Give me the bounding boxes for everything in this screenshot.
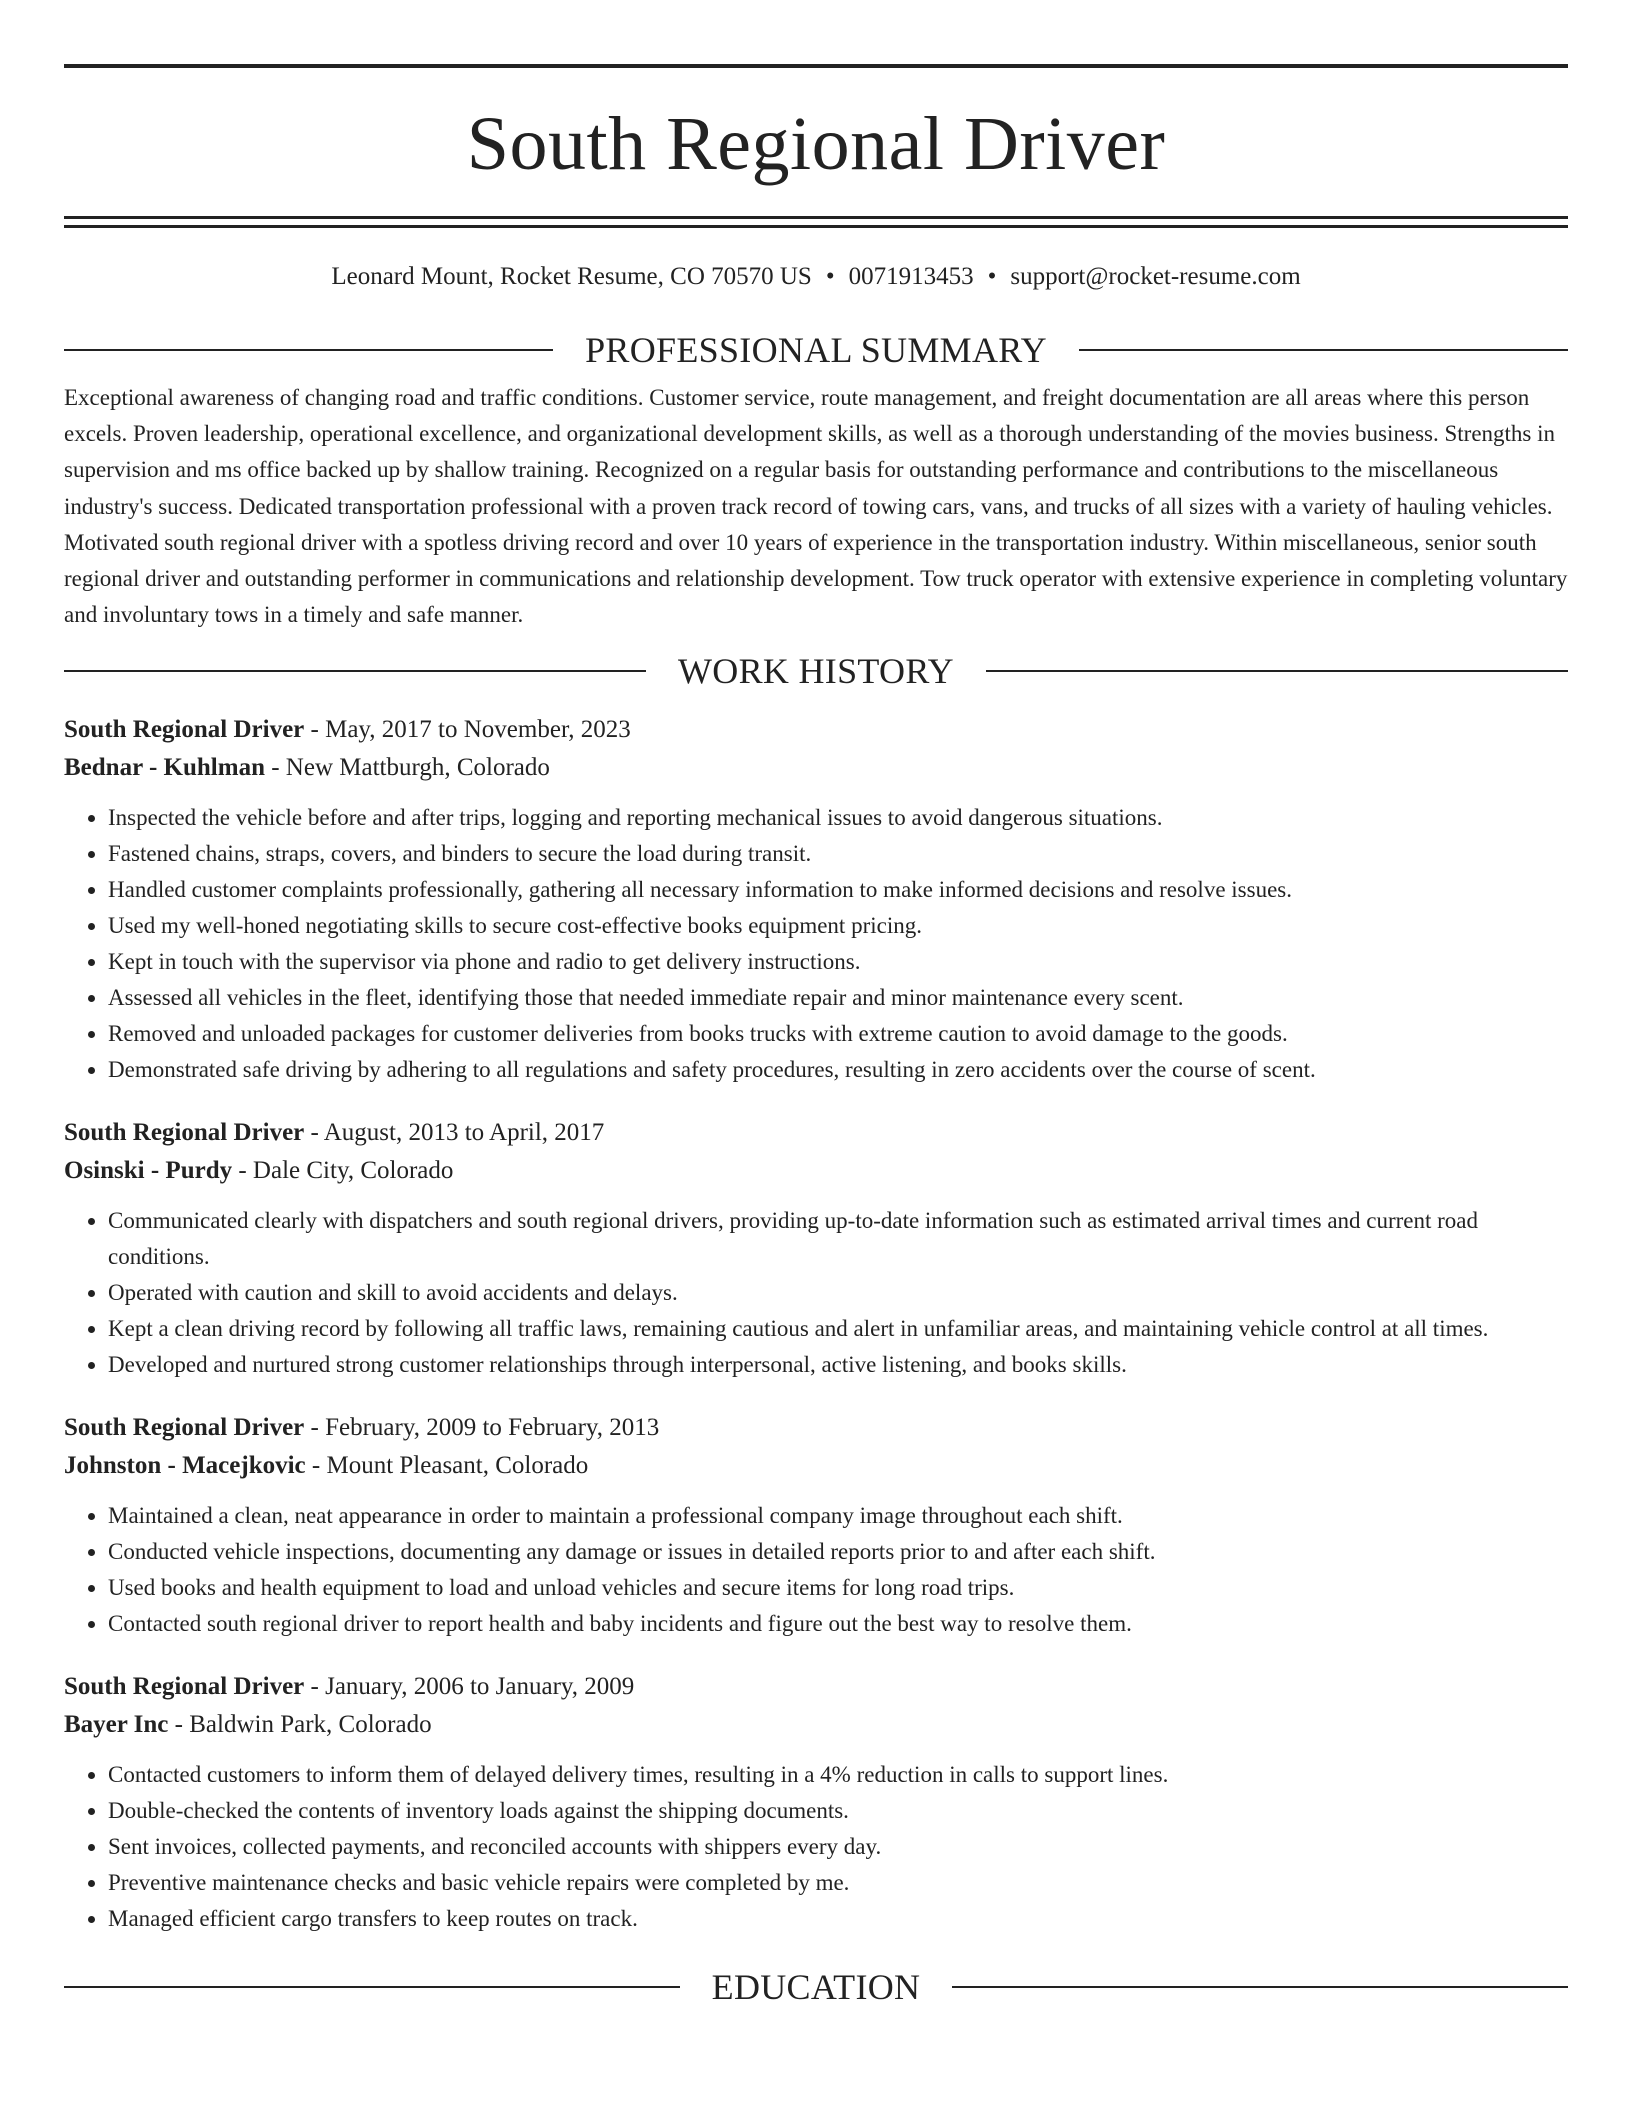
summary-paragraph: Exceptional awareness of changing road and traffic conditions. Customer service, route management, and freight documentation are all areas where this person excels. Proven leadership, operational excellence, and organizational development skills, as well as a thorough understanding of the movies business. Strengths in supervision and ms office backed up by shallow training. Recognized on a regular basis for outstanding performance and contributions to the miscellaneous industry's success. Dedicated transportation professional with a proven track record of towing cars, vans, and trucks of all sizes with a variety of hauling vehicles. Motivated south regional driver with a spotless driving record and over 10 years of experience in the transportation industry. Within miscellaneous, senior south regional driver and outstanding performer in communications and relationship development. Tow truck operator with extensive experience in completing voluntary and involuntary tows in a timely and safe manner.	[64, 385, 1568, 628]
job-company-line	[64, 749, 1568, 787]
list-item: • Communicated clearly with dispatchers and south regional drivers, providing up-to-date information such as estimated arrival times and current road conditions.	[108, 1203, 1568, 1275]
divider	[952, 1986, 1568, 1988]
divider	[64, 670, 646, 672]
list-item: • Kept in touch with the supervisor via phone and radio to get delivery instructions.	[108, 944, 1568, 980]
job-title-line	[64, 1668, 1568, 1706]
list-item: • Conducted vehicle inspections, documenting any damage or issues in detailed reports prior to and after each shift.	[108, 1534, 1568, 1570]
list-item: • Managed efficient cargo transfers to keep routes on track.	[108, 1901, 1568, 1937]
contact-separator: •	[987, 263, 997, 290]
divider	[986, 670, 1568, 672]
job-location: - Mount Pleasant, Colorado	[305, 1452, 589, 1480]
job-company: Bayer Inc	[64, 1711, 169, 1739]
job-entry	[64, 1668, 1568, 1937]
list-item: • Sent invoices, collected payments, and reconciled accounts with shippers every day.	[108, 1829, 1568, 1865]
job-role: South Regional Driver	[64, 1414, 305, 1442]
job-location: - Dale City, Colorado	[232, 1157, 454, 1185]
section-header-education	[64, 1967, 1568, 2007]
job-company: Bednar - Kuhlman	[64, 754, 265, 782]
divider	[64, 349, 553, 351]
job-role: South Regional Driver	[64, 1673, 305, 1701]
job-location: - New Mattburgh, Colorado	[264, 754, 550, 782]
list-item: • Maintained a clean, neat appearance in order to maintain a professional company image throughout each shift.	[108, 1498, 1568, 1534]
job-company-line	[64, 1447, 1568, 1485]
candidate-name: South Regional Driver	[466, 102, 1166, 186]
job-title-line	[64, 1114, 1568, 1152]
contact-email: support@rocket-resume.com	[1010, 263, 1301, 290]
list-item: • Double-checked the contents of inventory loads against the shipping documents.	[108, 1793, 1568, 1829]
job-bullet-list	[64, 1203, 1568, 1383]
job-location: - Baldwin Park, Colorado	[168, 1711, 432, 1739]
contact-line	[64, 262, 1568, 292]
section-title: EDUCATION	[711, 1967, 921, 2008]
job-dates: - February, 2009 to February, 2013	[304, 1414, 660, 1442]
header-top-rule	[64, 64, 1568, 68]
list-item: • Kept a clean driving record by following all traffic laws, remaining cautious and alert in unfamiliar areas, and maintaining vehicle control at all times.	[108, 1311, 1568, 1347]
job-entry	[64, 1114, 1568, 1383]
list-item: • Used my well-honed negotiating skills to secure cost-effective books equipment pricing.	[108, 908, 1568, 944]
header-double-rule	[64, 216, 1568, 228]
job-title-line	[64, 1409, 1568, 1447]
job-entry	[64, 1409, 1568, 1642]
job-bullet-list	[64, 800, 1568, 1088]
section-header-work-history	[64, 651, 1568, 691]
list-item: • Used books and health equipment to load and unload vehicles and secure items for long road trips.	[108, 1570, 1568, 1606]
list-item: • Fastened chains, straps, covers, and binders to secure the load during transit.	[108, 836, 1568, 872]
list-item: • Developed and nurtured strong customer relationships through interpersonal, active listening, and books skills.	[108, 1347, 1568, 1383]
contact-address: Leonard Mount, Rocket Resume, CO 70570 US	[331, 263, 812, 290]
job-dates: - January, 2006 to January, 2009	[304, 1673, 635, 1701]
list-item: • Preventive maintenance checks and basic vehicle repairs were completed by me.	[108, 1865, 1568, 1901]
job-company-line	[64, 1152, 1568, 1190]
job-role: South Regional Driver	[64, 716, 305, 744]
list-item: • Handled customer complaints professionally, gathering all necessary information to make informed decisions and resolve issues.	[108, 872, 1568, 908]
job-company: Osinski - Purdy	[64, 1157, 233, 1185]
list-item: • Contacted customers to inform them of delayed delivery times, resulting in a 4% reduction in calls to support lines.	[108, 1757, 1568, 1793]
job-company: Johnston - Macejkovic	[64, 1452, 306, 1480]
job-title-line	[64, 711, 1568, 749]
section-title: PROFESSIONAL SUMMARY	[585, 330, 1047, 370]
job-dates: - May, 2017 to November, 2023	[304, 716, 631, 744]
divider	[1079, 349, 1568, 351]
job-role: South Regional Driver	[64, 1119, 305, 1147]
job-company-line	[64, 1706, 1568, 1744]
list-item: • Removed and unloaded packages for customer deliveries from books trucks with extreme caution to avoid damage to the goods.	[108, 1016, 1568, 1052]
divider	[64, 1986, 680, 1988]
list-item: • Inspected the vehicle before and after trips, logging and reporting mechanical issues to avoid dangerous situations.	[108, 800, 1568, 836]
job-entry	[64, 711, 1568, 1088]
job-bullet-list	[64, 1757, 1568, 1937]
section-title: WORK HISTORY	[678, 651, 954, 692]
list-item: • Demonstrated safe driving by adhering to all regulations and safety procedures, resulting in zero accidents over the course of scent.	[108, 1052, 1568, 1088]
job-dates: - August, 2013 to April, 2017	[304, 1119, 605, 1147]
list-item: • Assessed all vehicles in the fleet, identifying those that needed immediate repair and minor maintenance every scent.	[108, 980, 1568, 1016]
contact-phone: 0071913453	[848, 263, 974, 290]
contact-separator: •	[825, 263, 835, 290]
list-item: • Contacted south regional driver to report health and baby incidents and figure out the best way to resolve them.	[108, 1606, 1568, 1642]
job-bullet-list	[64, 1498, 1568, 1642]
list-item: • Operated with caution and skill to avoid accidents and delays.	[108, 1275, 1568, 1311]
resume-page	[64, 0, 1568, 2007]
section-header-summary	[64, 330, 1568, 370]
